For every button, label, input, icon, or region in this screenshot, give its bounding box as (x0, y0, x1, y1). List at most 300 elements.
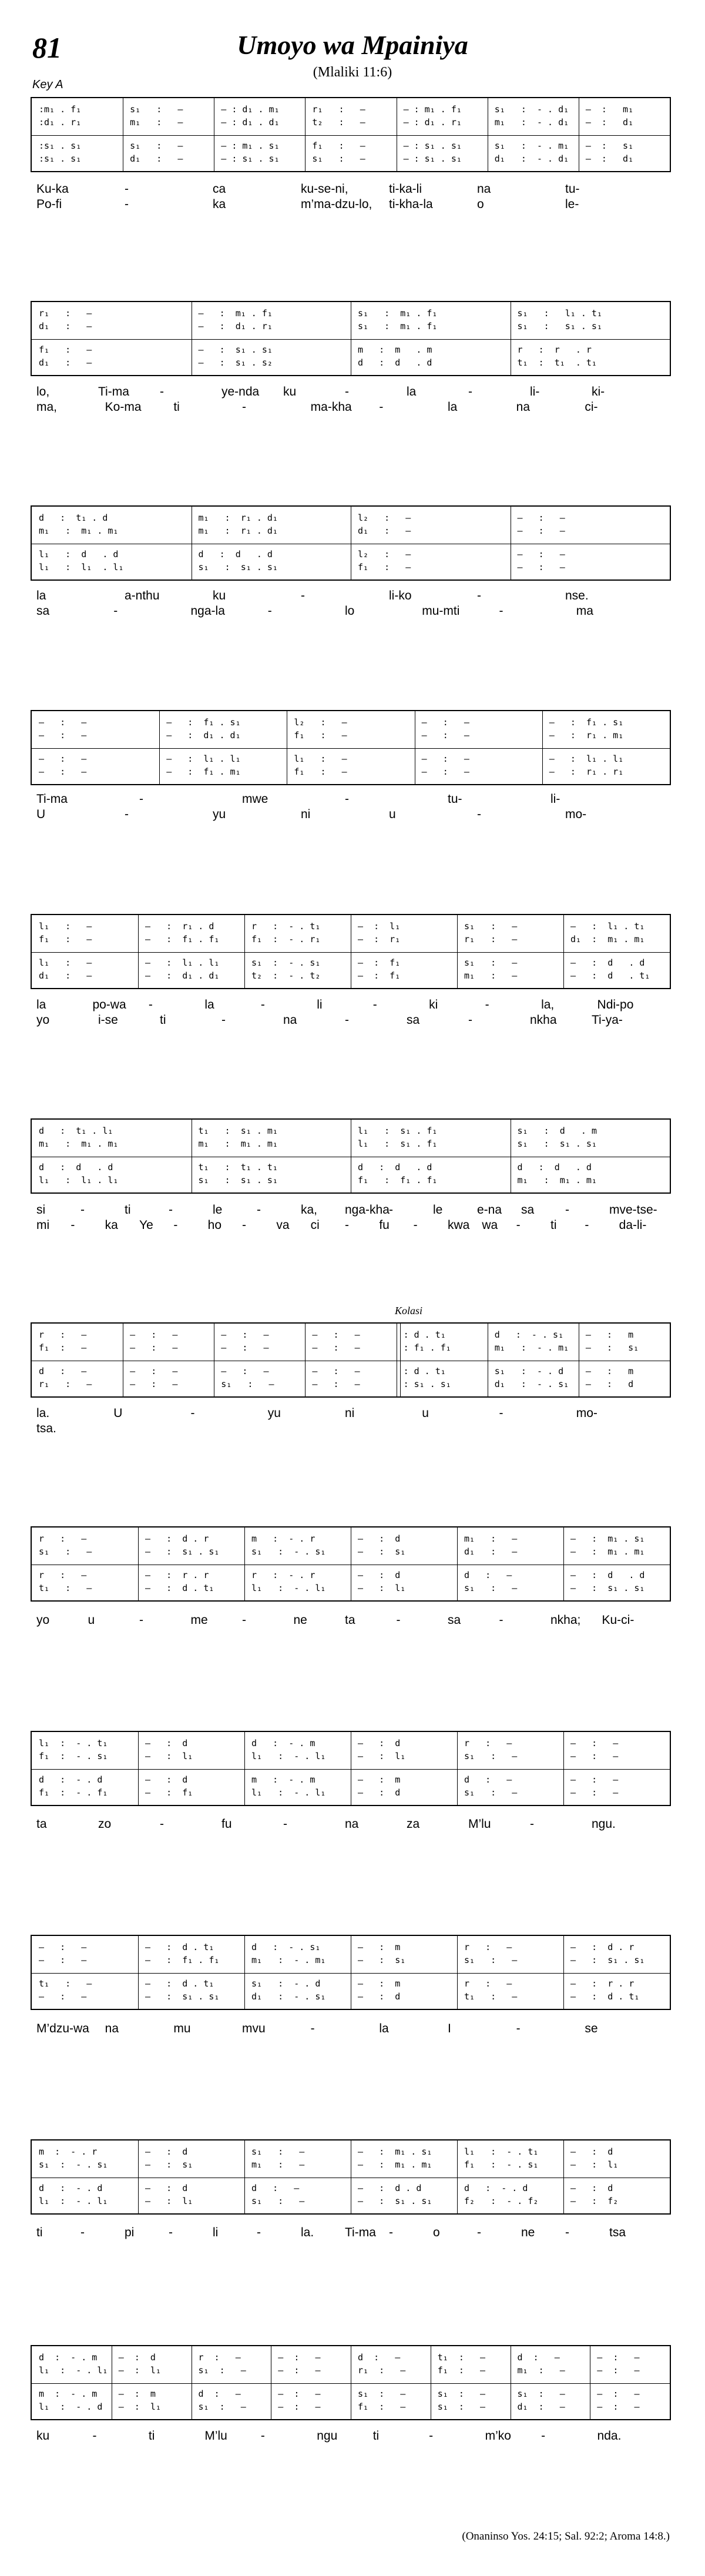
lyric-syllable: tu- (565, 182, 580, 196)
staff (31, 2345, 671, 2420)
note-cell: — : d₁ . d₁ (221, 117, 280, 128)
note-cell: s₁ : — (251, 2146, 305, 2157)
note-cell: — : d (358, 1991, 401, 2002)
barline (244, 1527, 245, 1600)
note-cell: r : — (39, 1570, 87, 1580)
lyric-syllable: - (541, 2429, 546, 2443)
note-cell: f₁ : — (39, 1342, 87, 1353)
system-1 (31, 97, 671, 217)
barline (563, 2140, 564, 2213)
lyric-syllable: - (260, 998, 265, 1011)
note-cell: s₁ : — (464, 1751, 518, 1761)
note-cell: d : d . d (517, 1162, 592, 1173)
lyric-syllable: - (499, 1613, 503, 1627)
lyric-syllable: nse. (565, 589, 589, 602)
lyric-syllable: - (173, 1218, 178, 1232)
lyric-syllable: ti-kha-la (389, 197, 433, 211)
lyric-syllable: lo, (36, 385, 50, 398)
lyric-syllable: ni (345, 1406, 355, 1420)
note-cell: r : r . r (517, 344, 592, 355)
note-cell: s₁ : — (251, 2196, 305, 2206)
note-cell: d : - . s₁ (251, 1942, 321, 1952)
note-cell: — : l₁ . l₁ (145, 957, 220, 968)
lyric-syllable: ti (173, 400, 180, 414)
note-cell: — : m₁ . f₁ (198, 308, 273, 319)
note-cell: — : m (358, 1774, 401, 1785)
lyric-syllable: la (379, 2022, 389, 2035)
staff (31, 1935, 671, 2010)
note-cell: s₁ : — (464, 1787, 518, 1798)
lyric-syllable: za (407, 1817, 420, 1831)
lyric-syllable: - (499, 604, 503, 618)
lyric-syllable: - (477, 589, 481, 602)
note-cell: f₁ : — (312, 140, 365, 151)
note-cell: — : d . r (570, 1942, 634, 1952)
note-cell: d₁ : - . d₁ (494, 153, 569, 164)
note-cell: l₁ : — (294, 753, 347, 764)
note-cell: m : - . r (251, 1533, 315, 1544)
note-cell: — : f₁ . f₁ (145, 1955, 220, 1965)
note-cell: s₁ : — (358, 2389, 406, 2399)
lyric-syllable: - (516, 2022, 521, 2035)
note-cell: — : d (358, 1787, 401, 1798)
lyric-syllable: sa (36, 604, 50, 618)
lyric-syllable: - (139, 1613, 143, 1627)
note-cell: m₁ : m₁ . m₁ (39, 525, 119, 536)
note-cell: — : m (118, 2389, 156, 2399)
note-cell: — : — (312, 1366, 360, 1376)
note-cell: — : — (312, 1342, 360, 1353)
lyric-syllable: - (190, 1406, 195, 1420)
lyric-syllable: tsa (609, 2226, 626, 2239)
note-cell: — : f₁ . m₁ (166, 766, 241, 777)
lyric-syllable: tu- (448, 792, 462, 806)
lyric-syllable: la (448, 400, 458, 414)
lyric-syllable: kwa (448, 1218, 470, 1232)
lyric-syllable: - (257, 1203, 261, 1217)
lyric-syllable: le (433, 1203, 443, 1217)
staff (31, 1526, 671, 1602)
note-cell: — : s₁ . s₁ (145, 1991, 220, 2002)
note-cell: — : s₁ . s₁ (403, 140, 462, 151)
lyric-syllable: wa (482, 1218, 498, 1232)
note-cell: d : — (251, 2183, 300, 2193)
lyric-syllable: m’ma-dzu-lo, (301, 197, 372, 211)
barline (563, 1527, 564, 1600)
note-cell: — : d₁ . m₁ (221, 104, 280, 115)
lyric-syllable: - (139, 792, 143, 806)
note-cell: — : — (130, 1329, 178, 1340)
lyric-syllable: li (317, 998, 323, 1011)
note-cell: s₁ : — (39, 1546, 92, 1557)
lyric-syllable: - (125, 808, 129, 821)
lyric-syllable: Ti-ya- (592, 1013, 623, 1027)
lyric-syllable: yu (213, 808, 226, 821)
lyric-syllable: - (585, 1218, 589, 1232)
lyric-syllable: mvu (242, 2022, 266, 2035)
staff-divider (32, 748, 670, 749)
lyric-syllable: mwe (242, 792, 268, 806)
note-cell: — : — (221, 1366, 269, 1376)
lyric-syllable: - (310, 2022, 315, 2035)
lyric-syllable: - (160, 385, 164, 398)
lyric-syllable: yu (267, 1406, 281, 1420)
note-cell: m₁ : - . d₁ (494, 117, 569, 128)
barline (138, 1936, 139, 2009)
lyric-syllable: Po-fi (36, 197, 62, 211)
lyric-syllable: ngu. (592, 1817, 616, 1831)
note-cell: l₁ : - . l₁ (251, 1751, 326, 1761)
note-cell: s₁ : — (517, 2389, 565, 2399)
lyric-syllable: ku (36, 2429, 50, 2443)
note-cell: :d₁ . r₁ (39, 117, 82, 128)
lyric-syllable: la (36, 589, 46, 602)
note-cell: — : — (312, 1379, 360, 1389)
staff (31, 505, 671, 581)
note-cell: r₁ : — (39, 308, 92, 319)
note-cell: — : d . t₁ (570, 1991, 640, 2002)
note-cell: s₁ : s₁ . s₁ (517, 321, 602, 331)
kolasi-label: Kolasi (395, 1305, 423, 1317)
note-cell: — : l₁ (570, 2159, 619, 2170)
lyric-syllable: po-wa (92, 998, 126, 1011)
note-cell: — : — (39, 730, 87, 741)
lyric-syllable: - (260, 2429, 265, 2443)
note-cell: — : — (278, 2401, 321, 2412)
lyric-syllable: sa (521, 1203, 535, 1217)
note-cell: d : — (464, 1774, 512, 1785)
note-cell: — : — (39, 1991, 87, 2002)
note-cell: — : — (39, 766, 87, 777)
lyric-syllable: - (283, 1817, 287, 1831)
note-cell: — : l₁ (118, 2401, 161, 2412)
note-cell: m₁ : — (464, 1533, 518, 1544)
lyric-syllable: - (516, 1218, 521, 1232)
note-cell: — : m₁ . f₁ (403, 104, 462, 115)
note-cell: — : — (570, 1738, 619, 1748)
lyric-syllable: - (389, 1203, 393, 1217)
note-cell: — : d (585, 1379, 634, 1389)
note-cell: — : d . d (570, 1570, 645, 1580)
lyric-syllable: ca (213, 182, 226, 196)
note-cell: — : — (130, 1366, 178, 1376)
note-cell: m₁ : - . m₁ (494, 1342, 569, 1353)
lyric-syllable: nda. (597, 2429, 622, 2443)
note-cell: m₁ : m₁ . m₁ (198, 1138, 278, 1149)
lyric-syllable: la (407, 385, 417, 398)
lyric-syllable: Ti-ma (36, 792, 68, 806)
lyric-syllable: u (88, 1613, 95, 1627)
note-cell: — : s₁ (585, 140, 634, 151)
note-cell: l₁ : l₁ . l₁ (39, 562, 124, 572)
note-cell: s₁ : - . s₁ (39, 2159, 108, 2170)
note-cell: s₁ : — (464, 957, 518, 968)
system-2 (31, 301, 671, 420)
note-cell: t₁ : s₁ . m₁ (198, 1125, 278, 1136)
note-cell: — : — (130, 1342, 178, 1353)
note-cell: l₁ : - . t₁ (39, 1738, 108, 1748)
note-cell: s₁ : — (464, 921, 518, 932)
lyric-syllable: la. (36, 1406, 50, 1420)
barline (397, 1324, 401, 1396)
note-cell: : f₁ . f₁ (403, 1342, 451, 1353)
hymn-number: 81 (32, 31, 62, 64)
lyric-syllable: nkha; (550, 1613, 581, 1627)
note-cell: : s₁ . s₁ (403, 1379, 451, 1389)
note-cell: — : f₁ (358, 970, 401, 981)
lyric-syllable: - (477, 808, 481, 821)
note-cell: — : d (358, 1533, 401, 1544)
note-cell: — : d (570, 2146, 613, 2157)
note-cell: — : d . d (358, 2183, 422, 2193)
lyric-syllable: ci (310, 1218, 320, 1232)
lyric-syllable: - (169, 2226, 173, 2239)
lyric-syllable: e-na (477, 1203, 502, 1217)
note-cell: f₁ : — (39, 934, 92, 944)
lyric-syllable: - (92, 2429, 97, 2443)
lyric-syllable: ti-ka-li (389, 182, 422, 196)
note-cell: r : - . r (251, 1570, 315, 1580)
note-cell: d : - . s₁ (494, 1329, 564, 1340)
note-cell: l₁ : - . l₁ (251, 1583, 326, 1593)
note-cell: l₁ : s₁ . f₁ (358, 1138, 438, 1149)
lyric-syllable: - (485, 998, 489, 1011)
barline (244, 1732, 245, 1805)
system-4 (31, 710, 671, 828)
lyric-syllable: U (113, 1406, 123, 1420)
note-cell: s₁ : s₁ . s₁ (198, 1175, 278, 1185)
note-cell: — : l₁ . t₁ (570, 921, 645, 932)
note-cell: — : m (358, 1978, 401, 1989)
lyric-syllable: Ndi-po (597, 998, 634, 1011)
note-cell: s₁ : — (464, 1583, 518, 1593)
note-cell: m₁ : m₁ . m₁ (517, 1175, 597, 1185)
note-cell: — : l₁ (358, 921, 401, 932)
lyric-syllable: ti (125, 1203, 131, 1217)
note-cell: t₁ : t₁ . t₁ (517, 357, 597, 368)
note-cell: s₁ : - . m₁ (494, 140, 569, 151)
note-cell: l₁ : s₁ . f₁ (358, 1125, 438, 1136)
lyric-syllable: ka (213, 197, 226, 211)
lyric-syllable: U (36, 808, 46, 821)
lyric-syllable: na (345, 1817, 359, 1831)
note-cell: d : — (39, 1366, 87, 1376)
lyric-syllable: ta (345, 1613, 355, 1627)
system-7 (31, 1322, 671, 1442)
lyric-syllable: la, (541, 998, 555, 1011)
lyric-syllable: mu (173, 2022, 191, 2035)
lyric-syllable: - (267, 604, 272, 618)
lyric-syllable: - (565, 2226, 569, 2239)
note-cell: — : — (421, 717, 469, 728)
note-cell: r₁ : — (464, 934, 518, 944)
note-cell: d₁ : m₁ . m₁ (570, 934, 645, 944)
note-cell: s₁ : - . d (251, 1978, 321, 1989)
note-cell: — : s₁ (358, 1955, 406, 1965)
note-cell: — : r . r (570, 1978, 634, 1989)
note-cell: d : d . d (358, 1162, 432, 1173)
lyric-syllable: ci- (585, 400, 598, 414)
lyric-syllable: ki- (592, 385, 605, 398)
lyric-syllable: - (468, 1013, 472, 1027)
note-cell: — : d (145, 2183, 188, 2193)
note-cell: — : l₁ (358, 1583, 406, 1593)
note-cell: — : s₁ . s₁ (570, 1955, 645, 1965)
lyric-syllable: - (345, 1013, 349, 1027)
note-cell: s₁ : - . s₁ (251, 1546, 326, 1557)
note-cell: — : — (570, 1787, 619, 1798)
note-cell: s₁ : — (198, 2365, 246, 2376)
lyric-syllable: u (389, 808, 396, 821)
note-cell: : d . t₁ (403, 1366, 446, 1376)
system-5 (31, 914, 671, 1033)
lyric-syllable: le- (565, 197, 579, 211)
note-cell: d₁ : - . s₁ (494, 1379, 569, 1389)
system-3 (31, 505, 671, 624)
barline (542, 711, 543, 784)
note-cell: f₁ : f₁ . f₁ (358, 1175, 438, 1185)
note-cell: — : d₁ . d₁ (166, 730, 241, 741)
lyric-syllable: ki (429, 998, 438, 1011)
note-cell: — : — (312, 1329, 360, 1340)
note-cell: d₁ : — (39, 357, 92, 368)
lyric-syllable: - (80, 1203, 85, 1217)
lyric-syllable: - (125, 182, 129, 196)
note-cell: d : - . m (251, 1738, 315, 1748)
staff (31, 710, 671, 785)
note-cell: f₁ : - . f₁ (39, 1787, 108, 1798)
note-cell: m₁ : m₁ . m₁ (39, 1138, 119, 1149)
note-cell: — : — (39, 753, 87, 764)
lyric-syllable: ku (283, 385, 297, 398)
note-cell: — : — (278, 2365, 321, 2376)
note-cell: s₁ : s₁ . s₁ (517, 1138, 597, 1149)
lyric-syllable: yo (36, 1013, 50, 1027)
note-cell: — : f₁ . s₁ (166, 717, 241, 728)
note-cell: — : r . r (145, 1570, 209, 1580)
note-cell: — : d (145, 1738, 188, 1748)
lyric-syllable: - (257, 2226, 261, 2239)
note-cell: f₁ : — (437, 2365, 486, 2376)
staff (31, 914, 671, 989)
note-cell: d₁ : — (517, 2401, 565, 2412)
note-cell: — : — (130, 1379, 178, 1389)
note-cell: l₁ : — (39, 957, 92, 968)
note-cell: s₁ : s₁ . s₁ (198, 562, 278, 572)
note-cell: — : d₁ . d₁ (145, 970, 220, 981)
note-cell: d₁ : — (39, 321, 92, 331)
note-cell: — : d (358, 1738, 401, 1748)
note-cell: — : — (517, 549, 565, 560)
lyric-syllable: mo- (576, 1406, 597, 1420)
lyric-syllable: - (468, 385, 472, 398)
note-cell: — : — (221, 1329, 269, 1340)
note-cell: d₁ : — (464, 1546, 518, 1557)
lyric-syllable: na (516, 400, 531, 414)
note-cell: — : l₁ . l₁ (166, 753, 241, 764)
barline (563, 1936, 564, 2009)
lyric-syllable: Ko-ma (105, 400, 142, 414)
note-cell: r₁ : — (39, 1379, 92, 1389)
note-cell: m₁ : — (251, 2159, 305, 2170)
lyric-syllable: - (530, 1817, 534, 1831)
lyric-syllable: le (213, 1203, 223, 1217)
note-cell: r : — (39, 1329, 87, 1340)
note-cell: — : m (585, 1329, 634, 1340)
staff-divider (32, 135, 670, 136)
lyric-syllable: - (80, 2226, 85, 2239)
lyric-syllable: zo (98, 1817, 112, 1831)
note-cell: r₁ : — (358, 2365, 406, 2376)
barline (305, 1324, 306, 1396)
note-cell: : d . t₁ (403, 1329, 446, 1340)
note-cell: l₁ : - . d (39, 2401, 103, 2412)
lyric-syllable: - (429, 2429, 434, 2443)
note-cell: d₁ : — (358, 525, 411, 536)
note-cell: :s₁ . s₁ (39, 153, 82, 164)
barline (563, 915, 564, 988)
note-cell: d : - . d (39, 1774, 103, 1785)
key-signature: Key A (32, 78, 63, 91)
lyric-syllable: m’ko (485, 2429, 511, 2443)
lyric-syllable: a-nthu (125, 589, 160, 602)
lyric-syllable: - (160, 1817, 164, 1831)
note-cell: s₁ : — (198, 2401, 246, 2412)
lyric-syllable: da-li- (619, 1218, 647, 1232)
lyric-syllable: la. (301, 2226, 314, 2239)
note-cell: f₁ : — (358, 562, 411, 572)
lyric-syllable: ma (576, 604, 593, 618)
note-cell: l₁ : - . l₁ (251, 1787, 326, 1798)
lyric-syllable: ne (293, 1613, 307, 1627)
note-cell: m₁ : r₁ . d₁ (198, 525, 278, 536)
lyric-syllable: - (413, 1218, 418, 1232)
lyric-syllable: nkha (530, 1013, 557, 1027)
lyric-syllable: li (213, 2226, 219, 2239)
lyric-syllable: - (345, 792, 349, 806)
system-11 (31, 2139, 671, 2261)
note-cell: — : d . t₁ (145, 1942, 214, 1952)
barline (244, 2140, 245, 2213)
note-cell: t₁ : — (464, 1991, 518, 2002)
lyric-syllable: - (242, 1613, 246, 1627)
note-cell: s₁ : — (130, 140, 183, 151)
lyric-syllable: va (276, 1218, 290, 1232)
note-cell: m₁ : — (464, 970, 518, 981)
lyric-syllable: ngu (317, 2429, 338, 2443)
barline (138, 1732, 139, 1805)
system-9 (31, 1731, 671, 1853)
lyric-syllable: ho (207, 1218, 222, 1232)
note-cell: f₁ : — (294, 730, 347, 741)
lyric-syllable: ku (213, 589, 226, 602)
note-cell: f₁ : — (39, 344, 92, 355)
note-cell: d : - . d (464, 2183, 528, 2193)
note-cell: — : s₁ (358, 1546, 406, 1557)
staff (31, 2139, 671, 2215)
lyric-syllable: la (204, 998, 214, 1011)
note-cell: l₁ : l₁ . l₁ (39, 1175, 119, 1185)
note-cell: — : — (278, 2352, 321, 2363)
note-cell: d : — (198, 2389, 241, 2399)
barline (244, 1936, 245, 2009)
barline (305, 98, 306, 171)
note-cell: — : f₂ (570, 2196, 619, 2206)
lyric-syllable: - (221, 1013, 226, 1027)
lyric-syllable: - (379, 400, 384, 414)
lyric-syllable: M’lu (468, 1817, 491, 1831)
lyric-syllable: - (301, 589, 305, 602)
